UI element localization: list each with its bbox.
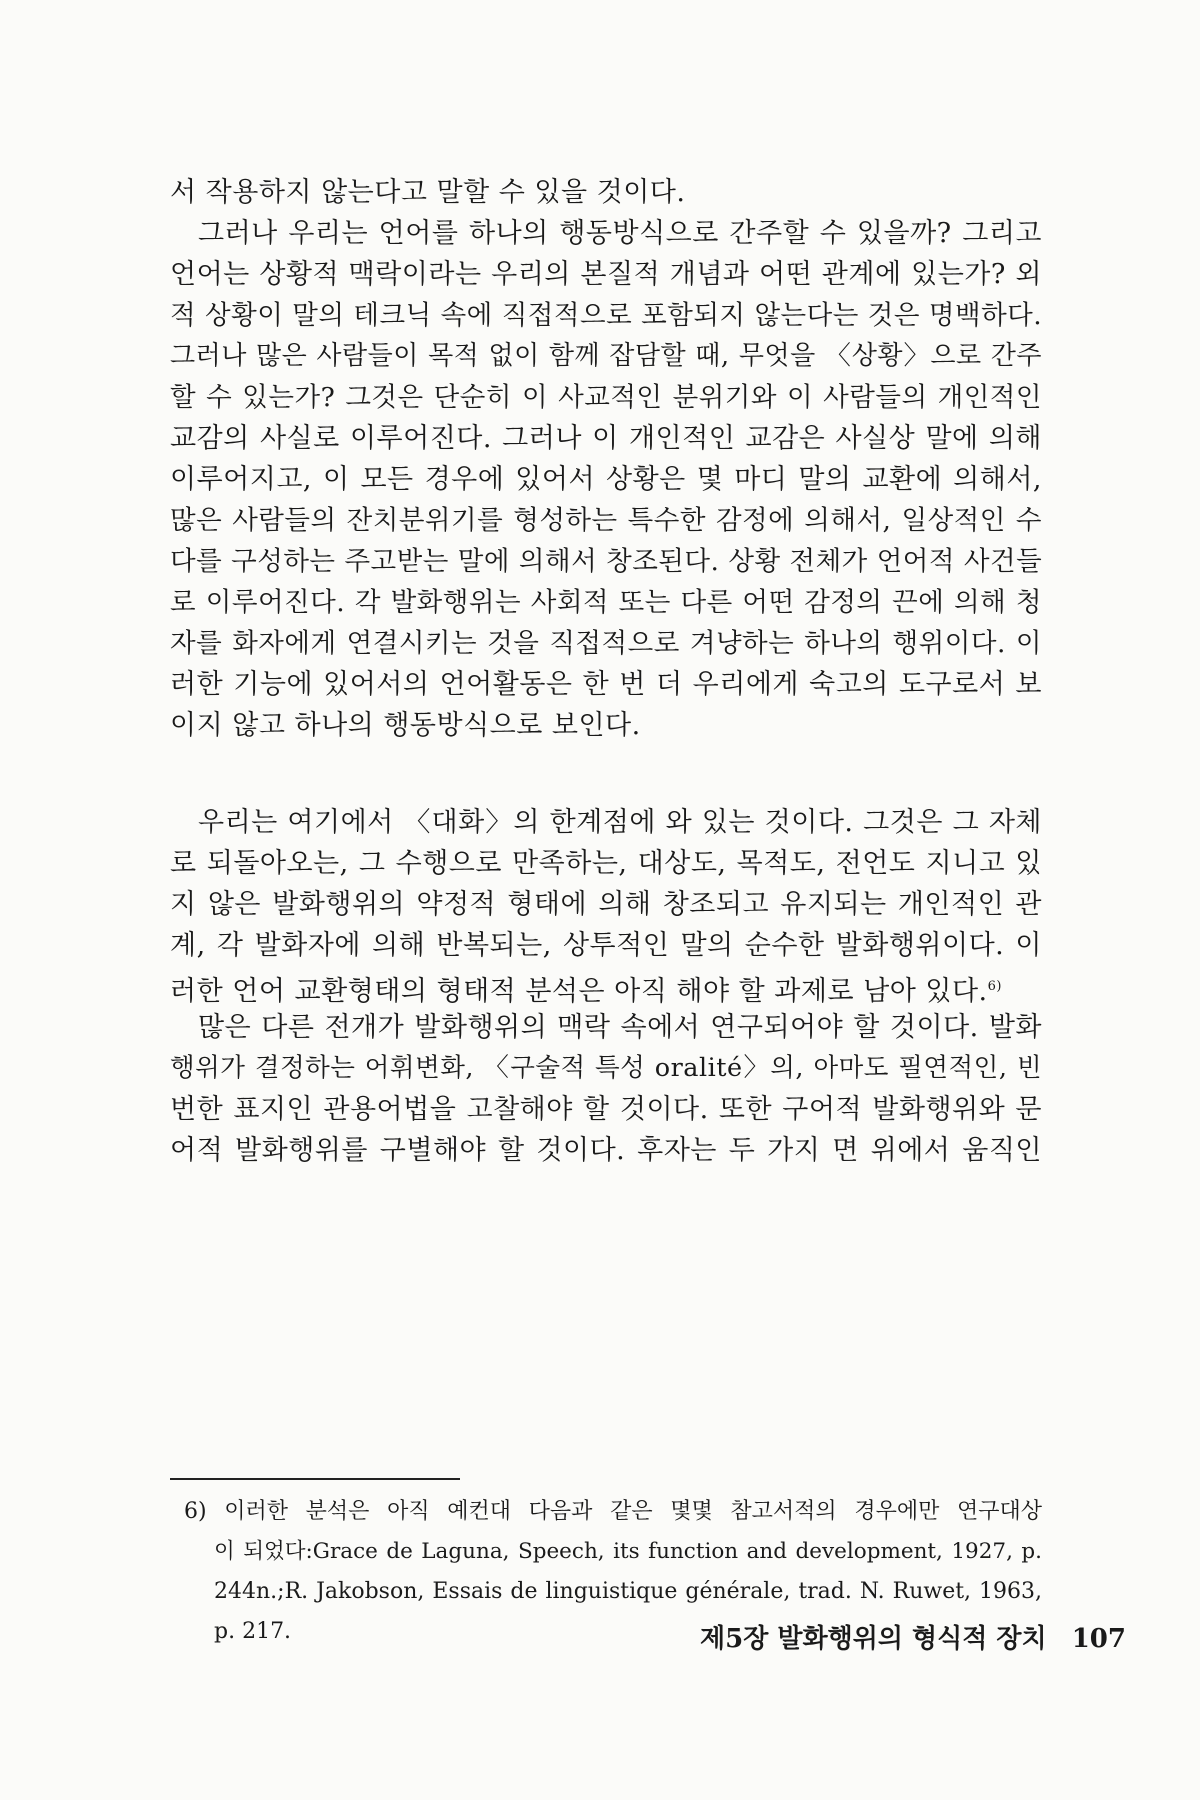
footnote-line: 244n.;R. Jakobson, Essais de linguistique générale, trad. N. Ruwet, 1963,: [214, 1579, 1042, 1604]
footnote-line: [184, 1492, 1042, 1532]
text-line: 그러나 많은 사람들이 목적 없이 함께 잡담할 때, 무엇을 〈상황〉으로 간주: [170, 341, 1042, 371]
text-line-content: 러한 언어 교환형태의 형태적 분석은 아직 해야 할 과제로 남아 있다.: [170, 976, 988, 1007]
text-line: 많은 다른 전개가 발화행위의 맥락 속에서 연구되어야 할 것이다. 발화: [198, 1012, 1042, 1043]
text-line: 러한 기능에 있어서의 언어활동은 한 번 더 우리에게 숙고의 도구로서 보: [170, 669, 1042, 700]
text-line: 행위가 결정하는 어휘변화, 〈구술적 특성 oralité〉의, 아마도 필연적인, 빈: [170, 1053, 1042, 1083]
text-line: 계, 각 발화자에 의해 반복되는, 상투적인 말의 순수한 발화행위이다. 이: [170, 930, 1042, 961]
text-line: 번한 표지인 관용어법을 고찰해야 할 것이다. 또한 구어적 발화행위와 문: [170, 1094, 1042, 1125]
text-line: 로 되돌아오는, 그 수행으로 만족하는, 대상도, 목적도, 전언도 지니고 있: [170, 848, 1042, 879]
text-line: 적 상황이 말의 테크닉 속에 직접적으로 포함되지 않는다는 것은 명백하다.: [170, 300, 1043, 331]
text-line: 다를 구성하는 주고받는 말에 의해서 창조된다. 상황 전체가 언어적 사건들: [170, 546, 1043, 577]
page-number: 107: [1071, 1624, 1126, 1654]
text-line: 자를 화자에게 연결시키는 것을 직접적으로 겨냥하는 하나의 행위이다. 이: [170, 628, 1042, 659]
running-footer: [700, 1618, 1126, 1655]
text-line: 서 작용하지 않는다고 말할 수 있을 것이다.: [170, 177, 686, 208]
footnote-text: 이러한 분석은 아직 예컨대 다음과 같은 몇몇 참고서적의 경우에만 연구대상: [224, 1499, 1042, 1524]
footnote-number: 6): [184, 1499, 207, 1524]
text-line: 언어는 상황적 맥락이라는 우리의 본질적 개념과 어떤 관계에 있는가? 외: [170, 259, 1042, 290]
text-line: [170, 966, 1042, 1007]
text-line: 로 이루어진다. 각 발화행위는 사회적 또는 다른 어떤 감정의 끈에 의해 청: [170, 587, 1042, 618]
body-text: [170, 172, 1042, 1171]
chapter-title: 제5장 발화행위의 형식적 장치: [700, 1624, 1047, 1654]
text-line: 지 않은 발화행위의 약정적 형태에 의해 창조되고 유지되는 개인적인 관: [170, 889, 1042, 920]
footnote-divider: [170, 1478, 460, 1480]
footnote-reference: 6): [987, 979, 1002, 994]
text-line: 이루어지고, 이 모든 경우에 있어서 상황은 몇 마디 말의 교환에 의해서,: [170, 464, 1042, 495]
text-line: 어적 발화행위를 구별해야 할 것이다. 후자는 두 가지 면 위에서 움직인: [170, 1135, 1042, 1166]
text-line: 교감의 사실로 이루어진다. 그러나 이 개인적인 교감은 사실상 말에 의해: [170, 423, 1042, 454]
text-line: 할 수 있는가? 그것은 단순히 이 사교적인 분위기와 이 사람들의 개인적인: [170, 382, 1042, 413]
text-line: 이지 않고 하나의 행동방식으로 보인다.: [170, 710, 641, 741]
paragraph-gap: [170, 746, 1042, 802]
text-line: 우리는 여기에서 〈대화〉의 한계점에 와 있는 것이다. 그것은 그 자체: [198, 807, 1042, 838]
text-line: 많은 사람들의 잔치분위기를 형성하는 특수한 감정에 의해서, 일상적인 수: [170, 505, 1042, 536]
footnote-line: p. 217.: [214, 1619, 292, 1644]
footnote-line: 이 되었다:Grace de Laguna, Speech, its function and development, 1927, p.: [214, 1539, 1042, 1564]
text-line: 그러나 우리는 언어를 하나의 행동방식으로 간주할 수 있을까? 그리고: [198, 218, 1042, 249]
